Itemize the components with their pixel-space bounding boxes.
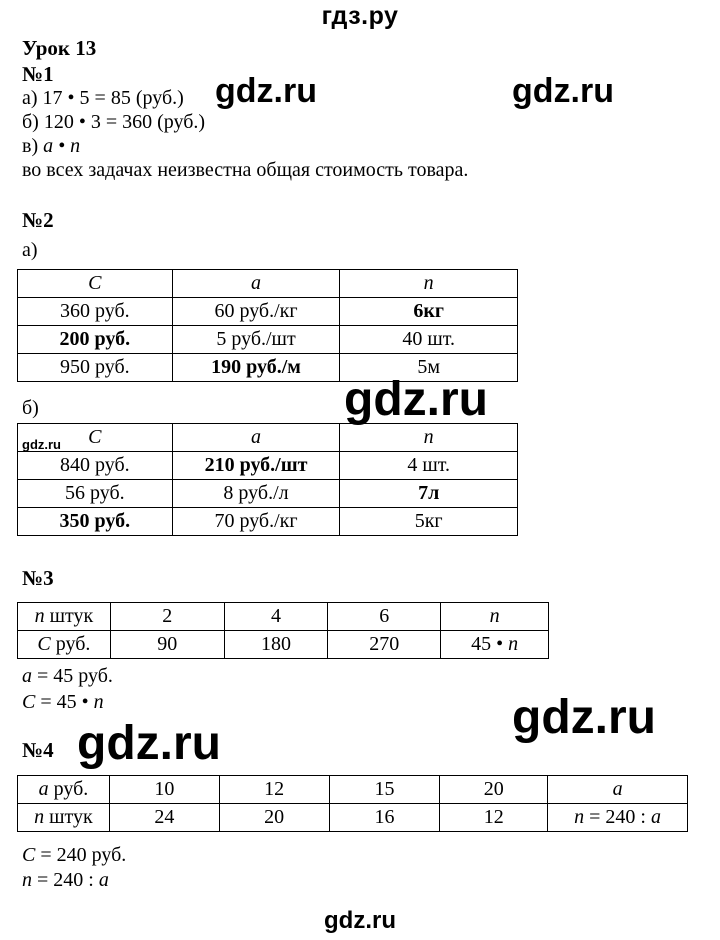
table-header-row xyxy=(18,270,518,298)
table-cell: 10 xyxy=(109,776,219,804)
task3-table xyxy=(17,602,549,659)
table-header-cell xyxy=(18,424,173,452)
expr-text: = 240 руб. xyxy=(35,844,127,866)
table-cell: a xyxy=(548,776,688,804)
table-row xyxy=(18,804,688,832)
table-cell: 15 xyxy=(329,776,440,804)
table-cell: 950 руб. xyxy=(18,354,173,382)
table-header-cell: a xyxy=(172,270,340,298)
table-cell: 24 xyxy=(109,804,219,832)
footer-watermark: gdz.ru xyxy=(324,907,396,934)
watermark: gdz.ru xyxy=(512,72,614,110)
table-row xyxy=(18,776,688,804)
table-header-row xyxy=(18,424,518,452)
table-cell: 360 руб. xyxy=(18,298,173,326)
table-row xyxy=(18,326,518,354)
unit-text: штук xyxy=(44,806,93,828)
var-symbol: n xyxy=(508,633,519,655)
task2-table-b xyxy=(17,423,518,536)
table-row xyxy=(18,298,518,326)
var-symbol: a xyxy=(98,869,109,891)
expr-text: = 240 : xyxy=(584,806,651,828)
table-cell: 56 руб. xyxy=(18,480,173,508)
expr-text: = 45 • xyxy=(35,691,94,713)
expr-text: = 45 руб. xyxy=(32,665,113,687)
table-row xyxy=(18,603,549,631)
task2-table-a xyxy=(17,269,518,382)
unit-text: руб. xyxy=(48,778,89,800)
task3-number: №3 xyxy=(22,566,54,590)
table-row xyxy=(18,452,518,480)
task3-line-2 xyxy=(22,690,104,714)
unit-text: руб. xyxy=(50,633,91,655)
var-symbol: C xyxy=(22,691,36,713)
table-header-cell: n xyxy=(340,270,518,298)
task4-line-1 xyxy=(22,843,126,867)
table-cell: 6 xyxy=(328,603,441,631)
table-cell xyxy=(441,631,549,659)
var-symbol: n xyxy=(34,806,45,828)
task4-table xyxy=(17,775,688,832)
header-text: C xyxy=(88,426,102,448)
var-symbol: C xyxy=(37,633,51,655)
task1-number: №1 xyxy=(22,62,54,86)
table-cell: 840 руб. xyxy=(18,452,173,480)
task2-part-a-label: а) xyxy=(22,239,38,261)
table-row-label xyxy=(18,776,110,804)
table-cell: 8 руб./л xyxy=(172,480,340,508)
task1-line-v xyxy=(22,134,80,158)
expr-text: 45 • xyxy=(471,633,509,655)
task1-note: во всех задачах неизвестна общая стоимость товара. xyxy=(22,159,469,181)
task4-number: №4 xyxy=(22,738,54,762)
var-symbol: a xyxy=(651,806,661,828)
table-cell: 350 руб. xyxy=(18,508,173,536)
table-cell: 5кг xyxy=(340,508,518,536)
table-cell: n xyxy=(441,603,549,631)
table-cell: 2 xyxy=(110,603,224,631)
table-cell: 60 руб./кг xyxy=(172,298,340,326)
table-cell: 12 xyxy=(219,776,329,804)
table-cell: 190 руб./м xyxy=(172,354,340,382)
table-cell: 7л xyxy=(340,480,518,508)
task2-part-b-label: б) xyxy=(22,397,39,419)
table-cell: 20 xyxy=(440,776,548,804)
var-symbol: a xyxy=(38,778,49,800)
watermark: gdz.ru xyxy=(215,72,317,110)
table-cell: 12 xyxy=(440,804,548,832)
var-symbol: C xyxy=(22,844,36,866)
var-symbol: n xyxy=(34,605,45,627)
table-header-cell: a xyxy=(172,424,340,452)
table-cell: 180 xyxy=(224,631,328,659)
table-row xyxy=(18,480,518,508)
task4-line-2 xyxy=(22,868,109,892)
task1-v-expr: a • n xyxy=(43,135,81,157)
unit-text: штук xyxy=(44,605,94,627)
table-cell: 16 xyxy=(329,804,440,832)
table-cell: 5м xyxy=(340,354,518,382)
task3-line-1 xyxy=(22,664,113,688)
table-cell: 4 xyxy=(224,603,328,631)
var-symbol: a xyxy=(22,665,32,687)
table-row-label xyxy=(18,631,111,659)
watermark: gdz.ru xyxy=(22,437,61,452)
table-row xyxy=(18,508,518,536)
table-header-cell: C xyxy=(18,270,173,298)
task2-number: №2 xyxy=(22,208,54,232)
watermark: gdz.ru xyxy=(77,717,221,770)
var-symbol: n xyxy=(22,869,32,891)
task1-line-a: а) 17 • 5 = 85 (руб.) xyxy=(22,87,184,109)
expr-text: = 240 : xyxy=(32,869,99,891)
table-cell: 4 шт. xyxy=(340,452,518,480)
table-cell: 6кг xyxy=(340,298,518,326)
watermark: gdz.ru xyxy=(512,691,656,744)
table-cell: 70 руб./кг xyxy=(172,508,340,536)
table-cell xyxy=(548,804,688,832)
table-row xyxy=(18,354,518,382)
lesson-title: Урок 13 xyxy=(22,36,97,60)
watermark: gdz.ru xyxy=(344,373,488,426)
var-symbol: n xyxy=(93,691,104,713)
table-cell: 90 xyxy=(110,631,224,659)
table-row-label xyxy=(18,603,111,631)
table-row-label xyxy=(18,804,110,832)
table-cell: 210 руб./шт xyxy=(172,452,340,480)
table-cell: 5 руб./шт xyxy=(172,326,340,354)
table-cell: 20 xyxy=(219,804,329,832)
table-header-cell: n xyxy=(340,424,518,452)
table-cell: 40 шт. xyxy=(340,326,518,354)
task1-line-b: б) 120 • 3 = 360 (руб.) xyxy=(22,111,206,133)
task1-v-prefix: в) xyxy=(22,135,44,157)
table-cell: 200 руб. xyxy=(18,326,173,354)
table-row xyxy=(18,631,549,659)
site-header: гдз.ру xyxy=(321,2,399,30)
var-symbol: n xyxy=(574,806,585,828)
table-cell: 270 xyxy=(328,631,441,659)
